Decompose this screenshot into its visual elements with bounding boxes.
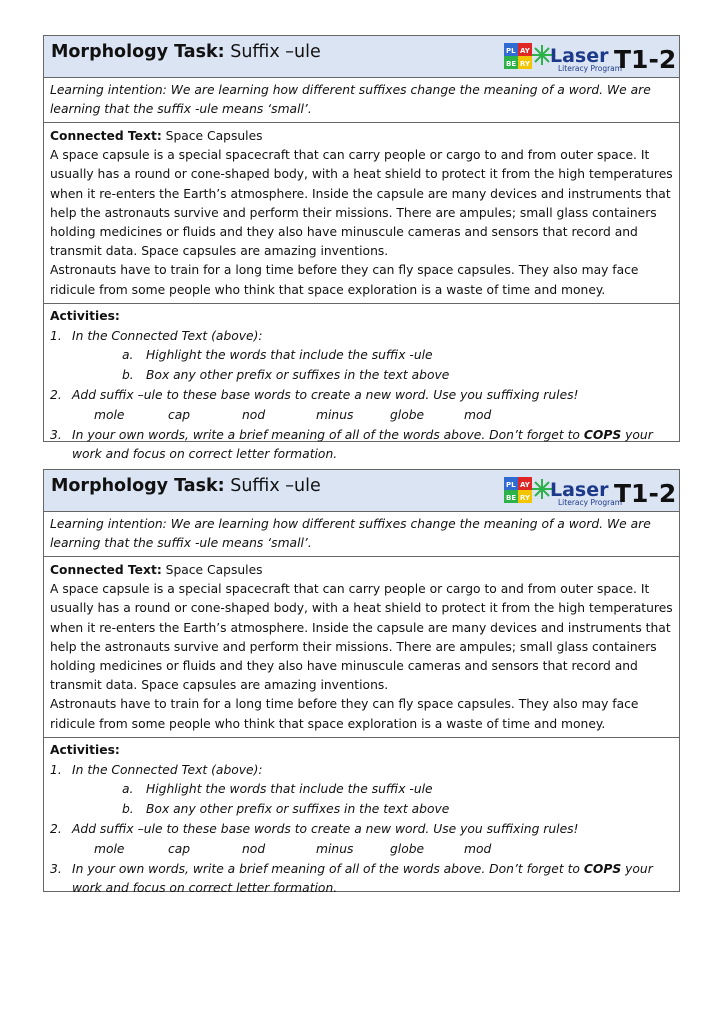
svg-text:PL: PL — [506, 47, 516, 55]
svg-text:T1-2: T1-2 — [614, 479, 677, 508]
list-subitem: a. Highlight the words that include the suffix -ule — [122, 782, 433, 797]
paragraph-2: Astronauts have to train for a long time before they can fly space capsules. They also may face ridicule from some people who think that space exploration is a waste of time and money. — [50, 263, 639, 297]
svg-text:AY: AY — [520, 481, 530, 489]
activities: Activities: 1. In the Connected Text (above): a. Highlight the words that include the suffix -ule b. Box any other prefix or suffixes in the text above 2. Add suffix –ule to these base words to create a new word. Use you suffixing rules! mole cap nod minus globe mod 3. In your own words, write a brief meaning of all of the words above. Don’t forget to COPS your work and focus on correct letter formation. — [44, 304, 679, 467]
list-item: 1. In the Connected Text (above): — [50, 328, 263, 343]
svg-text:RY: RY — [520, 494, 531, 502]
svg-text:T1-2: T1-2 — [614, 45, 677, 74]
svg-text:BE: BE — [506, 494, 517, 502]
activities-heading: Activities: — [50, 308, 120, 323]
svg-text:AY: AY — [520, 47, 530, 55]
svg-text:Literacy Program: Literacy Program — [558, 498, 623, 507]
card-header — [44, 36, 679, 78]
list-item: 2. Add suffix –ule to these base words to create a new word. Use you suffixing rules! — [50, 388, 579, 403]
connected-text: Connected Text: Space Capsules A space capsule is a special spacecraft that can carry people or cargo to and from outer space. It usually has a round or cone-shaped body, with a heat shield to protect it from the high temperatures when it re-enters the Earth’s atmosphere. Inside the capsule are many devices and instruments that help the astronauts survive and perform their missions. There are ampules; small glass containers holding medicines or fluids and they also have minuscule cameras and sensors that record and transmit data. Space capsules are amazing inventions. Astronauts have to train for a long time before they can fly space capsules. They also may face ridicule from some people who think that space exploration is a waste of time and money. — [44, 557, 679, 738]
connected-text: Connected Text: Space Capsules A space capsule is a special spacecraft that can carry people or cargo to and from outer space. It usually has a round or cone-shaped body, with a heat shield to protect it from the high temperatures when it re-enters the Earth’s atmosphere. Inside the capsule are many devices and instruments that help the astronauts survive and perform their missions. There are ampules; small glass containers holding medicines or fluids and they also have minuscule cameras and sensors that record and transmit data. Space capsules are amazing inventions. Astronauts have to train for a long time before they can fly space capsules. They also may face ridicule from some people who think that space exploration is a waste of time and money. — [44, 123, 679, 304]
card-title: Morphology Task: Suffix –ule — [51, 42, 321, 62]
list-item: 3. In your own words, write a brief meaning of all of the words above. Don’t forget to COPS your — [50, 427, 653, 442]
svg-text:Laser: Laser — [550, 479, 609, 501]
card-title: Morphology Task: Suffix –ule — [51, 476, 321, 496]
paragraph-1: A space capsule is a special spacecraft that can carry people or cargo to and from outer space. It usually has a round or cone-shaped body, with a heat shield to protect it from the high temperatures when it re-enters the Earth’s atmosphere. Inside the capsule are many devices and instruments that help the astronauts survive and perform their missions. There are ampules; small glass containers holding medicines or fluids and they also have minuscule cameras and sensors that record and transmit data. Space capsules are amazing inventions. — [50, 148, 673, 259]
list-subitem: a. Highlight the words that include the suffix -ule — [122, 348, 433, 363]
laser-logo-icon — [504, 475, 677, 508]
task-card-2 — [43, 469, 680, 896]
list-subitem: b. Box any other prefix or suffixes in the text above — [122, 368, 450, 383]
task-card-1 — [43, 35, 680, 462]
paragraph-1: A space capsule is a special spacecraft that can carry people or cargo to and from outer space. It usually has a round or cone-shaped body, with a heat shield to protect it from the high temperatures when it re-enters the Earth’s atmosphere. Inside the capsule are many devices and instruments that help the astronauts survive and perform their missions. There are ampules; small glass containers holding medicines or fluids and they also have minuscule cameras and sensors that record and transmit data. Space capsules are amazing inventions. — [50, 582, 673, 693]
svg-text:RY: RY — [520, 60, 531, 68]
list-item: 3. In your own words, write a brief meaning of all of the words above. Don’t forget to COPS your — [50, 861, 653, 876]
laser-logo-icon — [504, 41, 677, 74]
base-words: mole cap nod minus globe mod — [94, 407, 492, 422]
activities-heading: Activities: — [50, 742, 120, 757]
svg-text:PL: PL — [506, 481, 516, 489]
svg-text:Literacy Program: Literacy Program — [558, 64, 623, 73]
svg-text:BE: BE — [506, 60, 517, 68]
list-item: 1. In the Connected Text (above): — [50, 762, 263, 777]
base-words: mole cap nod minus globe mod — [94, 841, 492, 856]
paragraph-2: Astronauts have to train for a long time before they can fly space capsules. They also may face ridicule from some people who think that space exploration is a waste of time and money. — [50, 697, 639, 731]
card-header — [44, 470, 679, 512]
list-item: 2. Add suffix –ule to these base words to create a new word. Use you suffixing rules! — [50, 822, 579, 837]
activities: Activities: 1. In the Connected Text (above): a. Highlight the words that include the suffix -ule b. Box any other prefix or suffixes in the text above 2. Add suffix –ule to these base words to create a new word. Use you suffixing rules! mole cap nod minus globe mod 3. In your own words, write a brief meaning of all of the words above. Don’t forget to COPS your work and focus on correct letter formation. — [44, 738, 679, 901]
learning-intention: Learning intention: We are learning how different suffixes change the meaning of a word. We are learning that the suffix -ule means ‘small’. — [44, 512, 679, 557]
list-subitem: b. Box any other prefix or suffixes in the text above — [122, 802, 450, 817]
learning-intention: Learning intention: We are learning how different suffixes change the meaning of a word. We are learning that the suffix -ule means ‘small’. — [44, 78, 679, 123]
svg-text:Laser: Laser — [550, 45, 609, 67]
